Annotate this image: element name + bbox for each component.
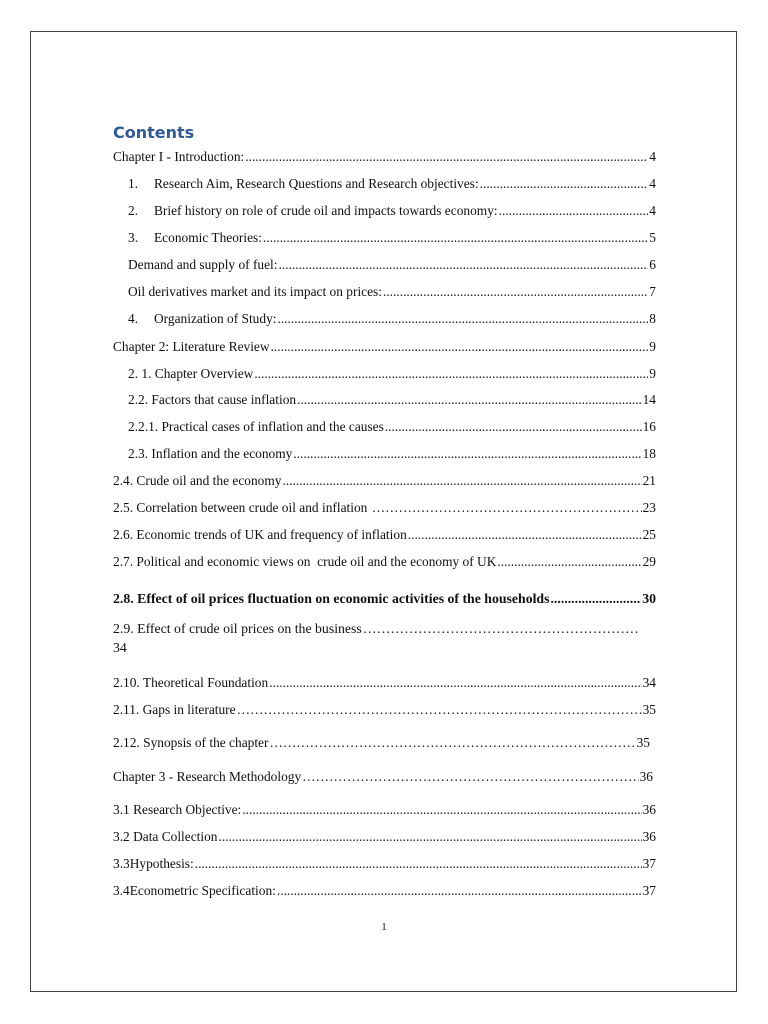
leader-dots [271,339,649,355]
toc-entry[interactable] [113,527,656,543]
toc-entry-page: 36 [642,802,656,817]
leader-dots [372,500,642,516]
leader-dots [242,802,641,818]
toc-entry-number: 2. [128,203,139,218]
toc-entry-label: 2.5. Correlation between crude oil and inflation [113,500,371,515]
toc-entry-label: Organization of Study: [154,311,277,326]
toc-entry-label: Oil derivatives market and its impact on prices: [128,284,382,299]
toc-entry[interactable] [113,591,656,607]
toc-entry-label: 2.9. Effect of crude oil prices on the business [113,621,362,636]
toc-entry-page: 7 [649,284,656,299]
toc-entry-page: 4 [649,203,656,218]
toc-entry-label: 2.3. Inflation and the economy [128,446,293,461]
toc-entry-label: 2.10. Theoretical Foundation [113,675,269,690]
toc-entry[interactable] [113,339,656,355]
toc-entry-page: 16 [642,419,656,434]
leader-dots [269,735,635,751]
toc-entry-page: 35 [636,735,650,750]
toc-entry[interactable] [113,500,656,516]
toc-entry-label: 3.1 Research Objective: [113,802,242,817]
leader-dots [497,554,641,570]
toc-entry-label: 2.12. Synopsis of the chapter [113,735,269,750]
toc-entry-label: Brief history on role of crude oil and impacts towards economy: [154,203,498,218]
leader-dots [385,419,642,435]
toc-entry-label: 3.3Hypothesis: [113,856,194,871]
leader-dots [363,621,640,637]
leader-dots [237,702,642,718]
page-number: 1 [381,921,387,933]
toc-entry-page: 18 [642,446,656,461]
toc-entry-label: Chapter I - Introduction: [113,149,245,164]
toc-entry-label: 2.4. Crude oil and the economy [113,473,282,488]
toc-entry[interactable] [128,176,656,192]
toc-entry-page: 21 [642,473,656,488]
toc-entry[interactable] [113,829,656,845]
toc-entry-label: 3.2 Data Collection [113,829,218,844]
toc-entry[interactable] [113,149,656,165]
toc-entry-label: 2.6. Economic trends of UK and frequency of inflation [113,527,407,542]
toc-entry-label: Chapter 2: Literature Review [113,339,270,354]
leader-dots [277,883,642,899]
toc-entry-page: 4 [649,176,656,191]
leader-dots [277,311,648,327]
toc-entry-page: 25 [642,527,656,542]
toc-entry-number: 1. [128,176,139,191]
toc-entry-page: 14 [642,392,656,407]
toc-entry[interactable] [113,856,656,872]
leader-dots [383,284,648,300]
toc-entry[interactable] [128,366,656,382]
toc-entry[interactable] [113,802,656,818]
toc-entry[interactable] [113,473,656,489]
toc-entry[interactable] [113,554,656,570]
toc-entry[interactable] [128,257,656,273]
toc-entry-page: 5 [649,230,656,245]
toc-entry-label: 2.11. Gaps in literature [113,702,236,717]
leader-dots [245,149,648,165]
toc-entry-page: 36 [642,829,656,844]
toc-entry-label: Chapter 3 - Research Methodology [113,769,302,784]
toc-entry-number: 4. [128,311,139,326]
toc-entry-page: 8 [649,311,656,326]
toc-entry-page: 30 [642,591,656,606]
toc-entry-label: 3.4Econometric Specification: [113,883,276,898]
toc-entry-page: 34 [642,675,656,690]
leader-dots [219,829,642,845]
leader-dots [302,769,638,785]
toc-entry[interactable] [128,446,656,462]
leader-dots [408,527,642,543]
toc-entry[interactable] [113,883,656,899]
leader-dots [254,366,648,382]
leader-dots [263,230,648,246]
leader-dots [499,203,649,219]
toc-entry[interactable] [113,769,653,785]
toc-entry[interactable] [128,203,656,219]
toc-entry-page: 35 [642,702,656,717]
toc-entry-number: 3. [128,230,139,245]
toc-entry-label: Economic Theories: [154,230,262,245]
toc-entry[interactable] [128,392,656,408]
toc-entry[interactable] [128,230,656,246]
toc-entry-label: 2.8. Effect of oil prices fluctuation on economic activities of the households [113,591,550,606]
leader-dots [297,392,642,408]
toc-entry-label: 2.2. Factors that cause inflation [128,392,297,407]
toc-entry-label: 2.7. Political and economic views on crude oil and the economy of UK [113,554,497,569]
toc-entry[interactable] [113,702,656,718]
leader-dots [279,257,649,273]
toc-entry-page: 37 [642,856,656,871]
toc-entry[interactable] [113,735,650,751]
toc-entry-page: 6 [649,257,656,272]
toc-entry[interactable] [128,311,656,327]
toc-entry-page: 36 [639,769,653,784]
toc-entry-page: 29 [642,554,656,569]
toc-entry[interactable] [128,419,656,435]
leader-dots [293,446,641,462]
toc-entry-label: Research Aim, Research Questions and Research objectives: [154,176,479,191]
toc-entry-page: 9 [649,339,656,354]
leader-dots [195,856,642,872]
toc-entry-label: 2. 1. Chapter Overview [128,366,254,381]
toc-entry[interactable] [113,621,641,637]
toc-title: Contents [113,123,195,142]
toc-entry-label: Demand and supply of fuel: [128,257,278,272]
toc-entry-page: 37 [642,883,656,898]
leader-dots [550,591,641,607]
leader-dots [480,176,649,192]
toc-entry-page: 4 [649,149,656,164]
toc-entry[interactable] [113,675,656,691]
leader-dots [269,675,641,691]
leader-dots [282,473,641,489]
toc-entry[interactable] [128,284,656,300]
toc-entry-page: 34 [113,640,127,655]
toc-entry-page: 23 [642,500,656,515]
toc-entry-label: 2.2.1. Practical cases of inflation and the causes [128,419,384,434]
toc-entry-page: 9 [649,366,656,381]
